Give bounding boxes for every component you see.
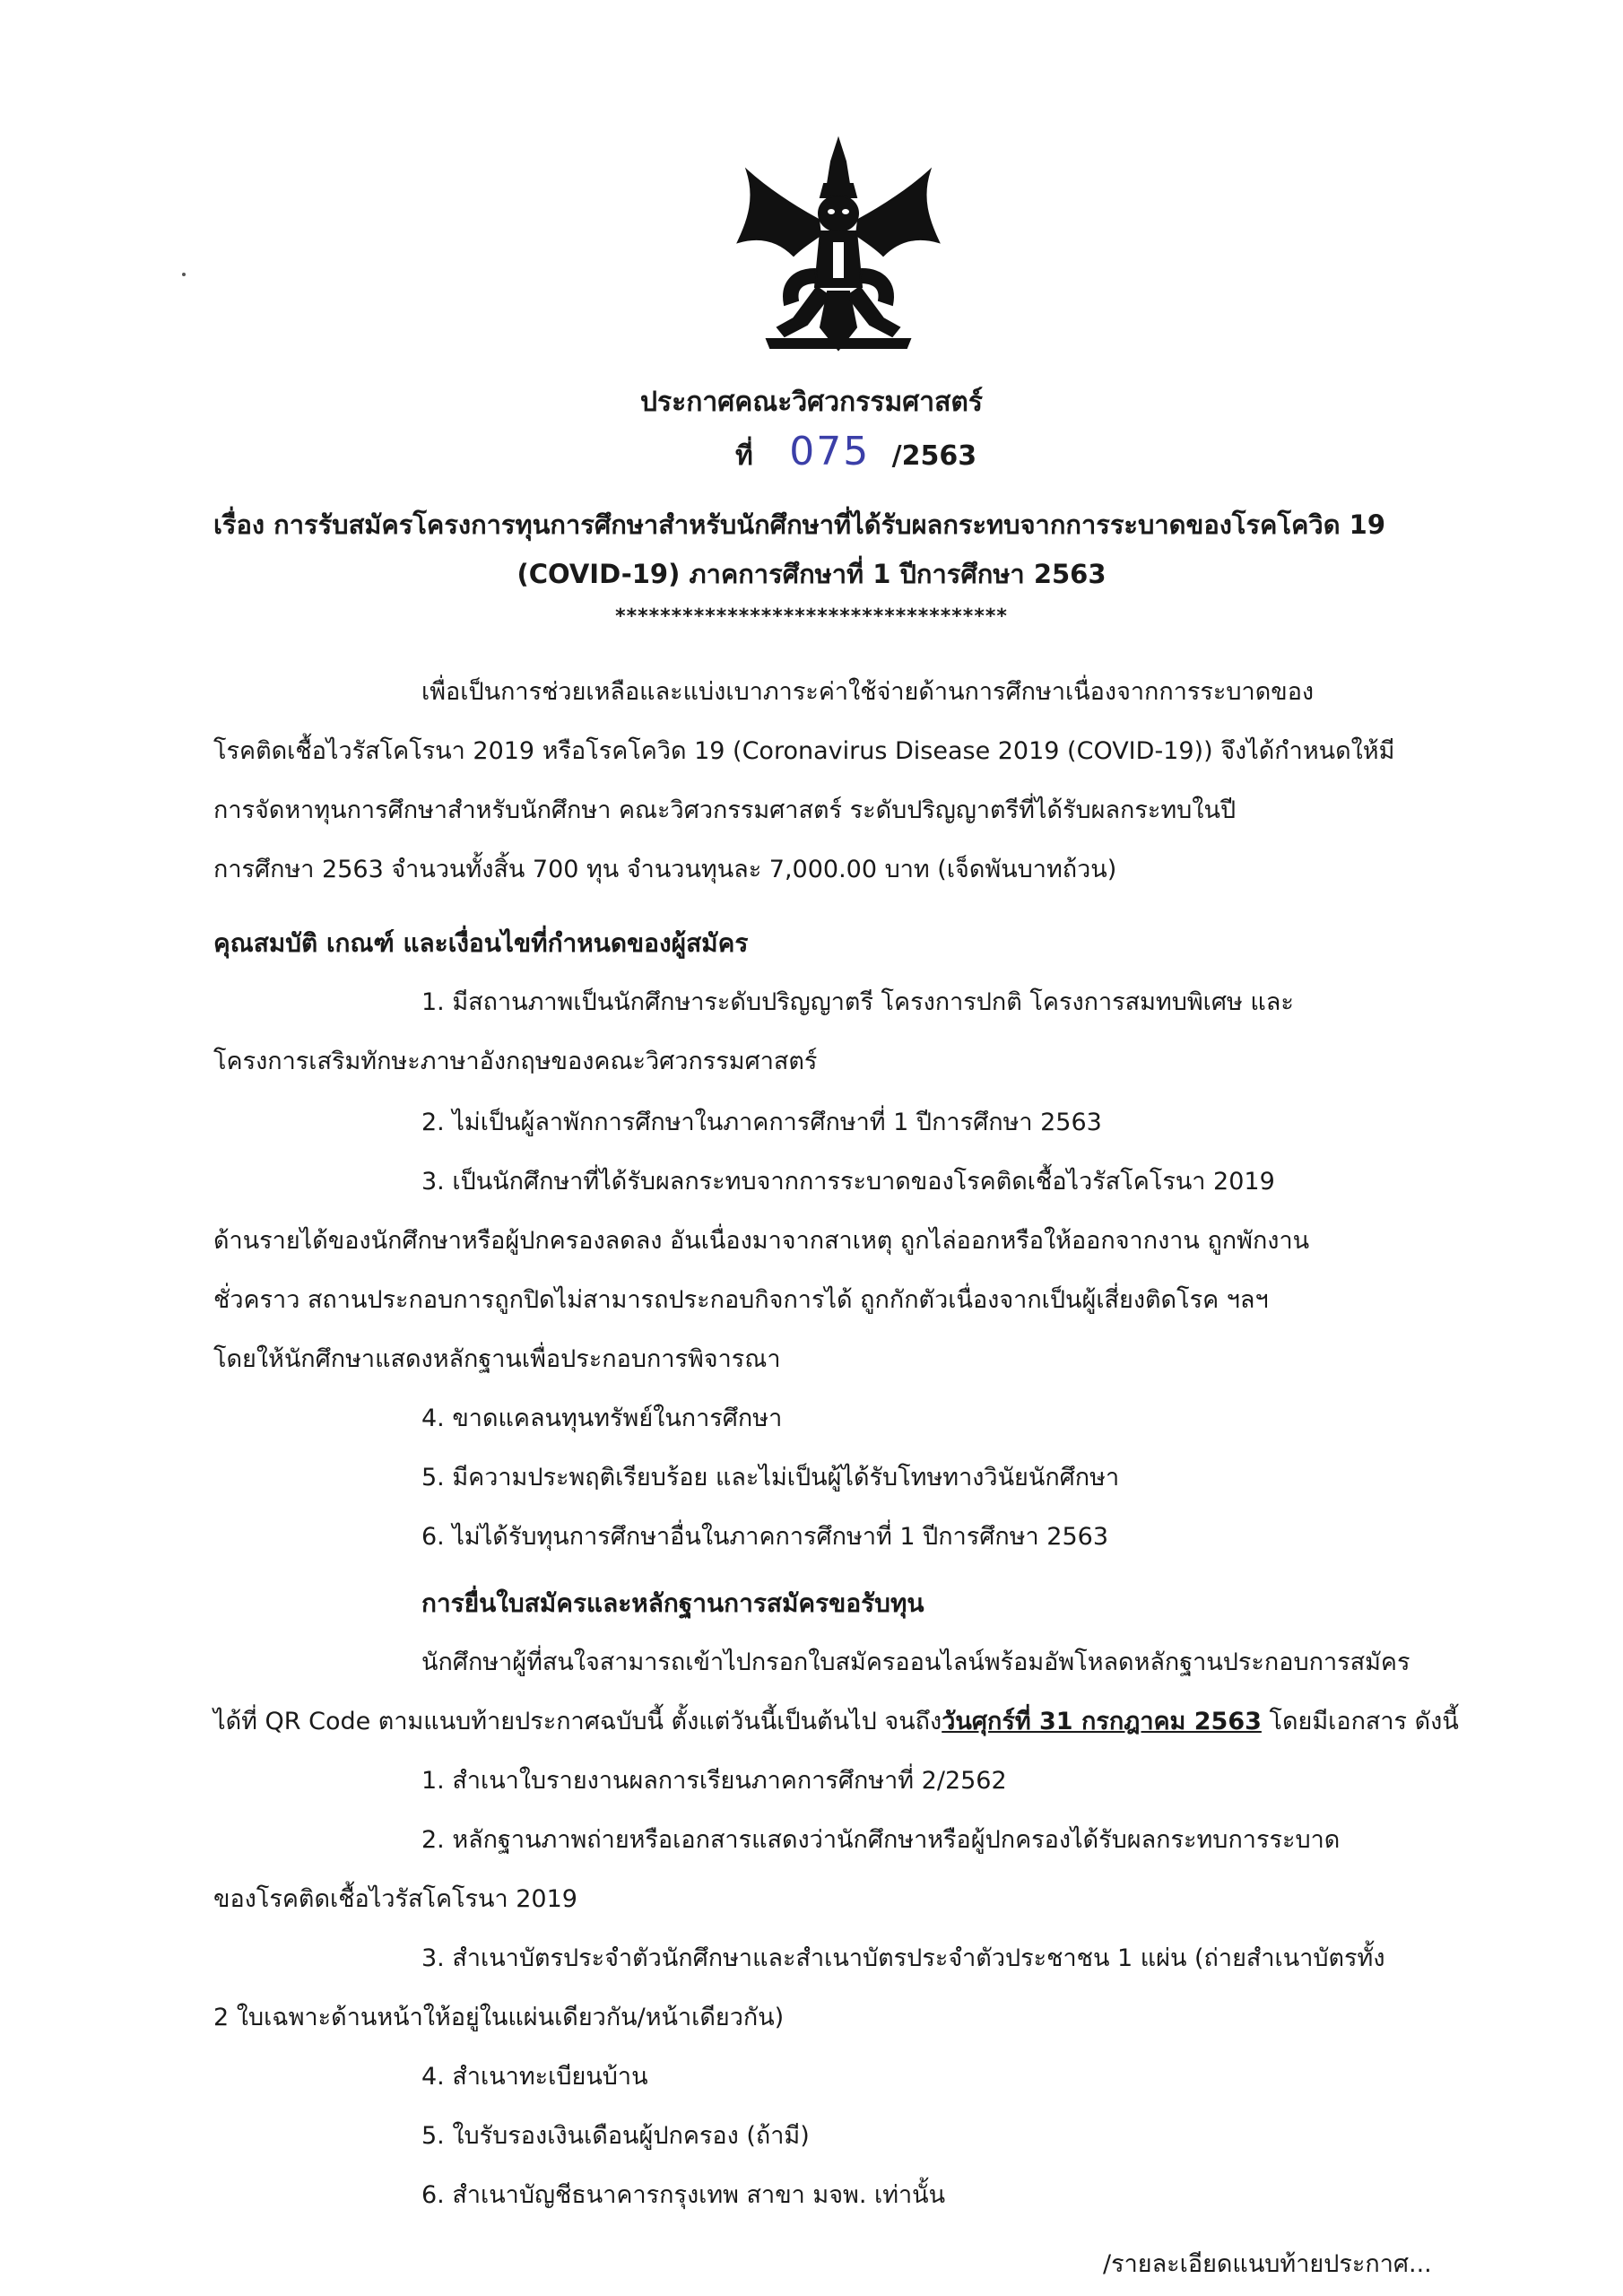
scan-speck [182,273,186,276]
number-prefix: ที่ [735,440,753,472]
number-year: /2563 [891,440,977,472]
qualification-2: 2. ไม่เป็นผู้ลาพักการศึกษาในภาคการศึกษาที่ 1 ปีการศึกษา 2563 [421,1109,1102,1136]
handwritten-number: 075 [789,429,871,474]
intro-line-4: การศึกษา 2563 จำนวนทั้งสิ้น 700 ทุน จำนวนทุนละ 7,000.00 บาท (เจ็ดพันบาทถ้วน) [213,856,1117,883]
document-3-line-1: 3. สำเนาบัตรประจำตัวนักศึกษาและสำเนาบัตรประจำตัวประชาชน 1 แผ่น (ถ่ายสำเนาบัตรทั้ง [421,1944,1385,1972]
application-line-2-start: ได้ที่ QR Code ตามแนบท้ายประกาศฉบับนี้ ตั้งแต่วันนี้เป็นต้นไป จนถึง [213,1708,942,1735]
deadline-date: วันศุกร์ที่ 31 กรกฎาคม 2563 [942,1708,1262,1735]
application-heading: การยื่นใบสมัครและหลักฐานการสมัครขอรับทุน [421,1588,924,1618]
announcement-title: ประกาศคณะวิศวกรรมศาสตร์ [639,387,984,418]
document-6: 6. สำเนาบัญชีธนาคารกรุงเทพ สาขา มจพ. เท่านั้น [421,2181,946,2209]
application-line-1: นักศึกษาผู้ที่สนใจสามารถเข้าไปกรอกใบสมัครออนไลน์พร้อมอัพโหลดหลักฐานประกอบการสมัคร [421,1648,1410,1676]
intro-line-1: เพื่อเป็นการช่วยเหลือและแบ่งเบาภาระค่าใช้จ่ายด้านการศึกษาเนื่องจากการระบาดของ [421,678,1315,706]
qualification-4: 4. ขาดแคลนทุนทรัพย์ในการศึกษา [421,1405,783,1432]
document-4: 4. สำเนาทะเบียนบ้าน [421,2063,648,2091]
qualifications-heading: คุณสมบัติ เกณฑ์ และเงื่อนไขที่กำหนดของผู้สมัคร [213,928,749,958]
document-2-line-2: ของโรคติดเชื้อไวรัสโคโรนา 2019 [213,1885,577,1913]
qualification-3-line-4: โดยให้นักศึกษาแสดงหลักฐานเพื่อประกอบการพิจารณา [213,1345,781,1373]
document-3-line-2: 2 ใบเฉพาะด้านหน้าให้อยู่ในแผ่นเดียวกัน/หน้าเดียวกัน) [213,2004,785,2031]
qualification-3-line-2: ด้านรายได้ของนักศึกษาหรือผู้ปกครองลดลง อันเนื่องมาจากสาเหตุ ถูกไล่ออกหรือให้ออกจากงาน ถูกพักงาน [213,1227,1310,1255]
application-line-2-end: โดยมีเอกสาร ดังนี้ [1261,1708,1459,1735]
qualification-3-line-3: ชั่วคราว สถานประกอบการถูกปิดไม่สามารถประกอบกิจการได้ ถูกกักตัวเนื่องจากเป็นผู้เสี่ยงติดโรค ฯลฯ [213,1286,1269,1314]
separator: *********************************** [615,605,1008,628]
qualification-1-line-2: โครงการเสริมทักษะภาษาอังกฤษของคณะวิศวกรรมศาสตร์ [213,1048,818,1075]
document-5: 5. ใบรับรองเงินเดือนผู้ปกครอง (ถ้ามี) [421,2122,810,2150]
document-2-line-1: 2. หลักฐานภาพถ่ายหรือเอกสารแสดงว่านักศึกษาหรือผู้ปกครองได้รับผลกระทบการระบาด [421,1826,1341,1854]
subject-line-2: (COVID-19) ภาคการศึกษาที่ 1 ปีการศึกษา 2563 [516,559,1107,589]
garuda-emblem-icon [731,135,946,359]
application-line-2 [213,1704,1459,1740]
document-1: 1. สำเนาใบรายงานผลการเรียนภาคการศึกษาที่ 2/2562 [421,1767,1007,1795]
intro-line-3: การจัดหาทุนการศึกษาสำหรับนักศึกษา คณะวิศวกรรมศาสตร์ ระดับปริญญาตรีที่ได้รับผลกระทบในปี [213,796,1237,824]
qualification-1-line-1: 1. มีสถานภาพเป็นนักศึกษาระดับปริญญาตรี โครงการปกติ โครงการสมทบพิเศษ และ [421,988,1294,1016]
intro-line-2: โรคติดเชื้อไวรัสโคโรนา 2019 หรือโรคโควิด 19 (Coronavirus Disease 2019 (COVID-19)) จึงได้กำหนดให้มี [213,737,1395,765]
qualification-5: 5. มีความประพฤติเรียบร้อย และไม่เป็นผู้ได้รับโทษทางวินัยนักศึกษา [421,1464,1120,1492]
qualification-6: 6. ไม่ได้รับทุนการศึกษาอื่นในภาคการศึกษาที่ 1 ปีการศึกษา 2563 [421,1523,1109,1551]
qualification-3-line-1: 3. เป็นนักศึกษาที่ได้รับผลกระทบจากการระบาดของโรคติดเชื้อไวรัสโคโรนา 2019 [421,1168,1275,1196]
continuation-note: /รายละเอียดแนบท้ายประกาศ... [1103,2250,1432,2278]
announcement-number [735,429,976,477]
subject-line-1: เรื่อง การรับสมัครโครงการทุนการศึกษาสำหรับนักศึกษาที่ได้รับผลกระทบจากการระบาดของโรคโควิด 19 [213,509,1385,540]
